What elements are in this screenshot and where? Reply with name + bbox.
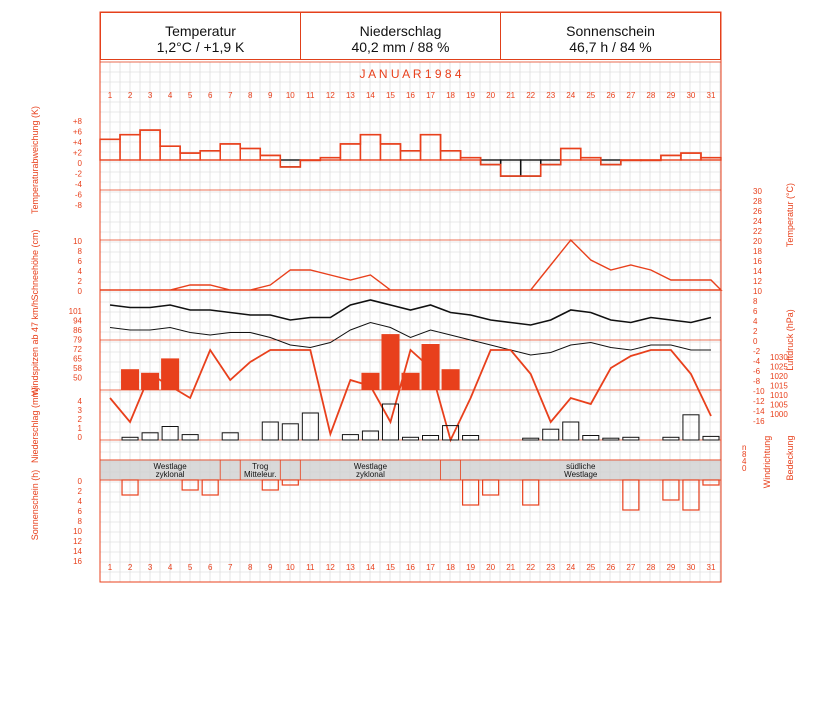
tick-temp-anomaly: -6: [74, 190, 82, 200]
tick-precip: 2: [77, 415, 82, 424]
tick-temperature: 16: [753, 257, 762, 266]
day-label-bottom: 27: [626, 563, 636, 572]
tick-temperature: 10: [753, 287, 762, 296]
tick-temperature: -8: [753, 377, 761, 386]
day-label-top: 2: [127, 91, 133, 100]
axis-label-cloud: Bedeckung: [785, 435, 795, 481]
cloud-band: [100, 460, 721, 480]
tick-temperature: -4: [753, 357, 761, 366]
data-layer: [100, 130, 721, 510]
tick-sunshine: 12: [73, 537, 82, 546]
tick-temperature: -16: [753, 417, 765, 426]
day-label-bottom: 7: [227, 563, 233, 572]
day-label-top: 13: [345, 91, 355, 100]
temp-anomaly-bar: [421, 135, 441, 160]
day-label-top: 23: [546, 91, 556, 100]
tick-temperature: 14: [753, 267, 762, 276]
day-label-bottom: 26: [606, 563, 616, 572]
day-label-bottom: 18: [446, 563, 456, 572]
weather-type-label: Westlage: [153, 462, 187, 471]
header-sunshine-title: Sonnenschein: [566, 23, 655, 39]
tick-temperature: 6: [753, 307, 758, 316]
day-label-bottom: 5: [187, 563, 193, 572]
tick-snow: 2: [77, 277, 82, 286]
day-label-top: 1: [107, 91, 113, 100]
wind-gust-bar: [442, 369, 460, 390]
tick-temp-anomaly: +4: [72, 138, 82, 147]
sunshine-bar: [683, 480, 699, 510]
tick-pressure: 1010: [770, 391, 788, 400]
day-label-top: 29: [666, 91, 676, 100]
temp-anomaly-bar: [681, 153, 701, 160]
day-label-top: 18: [446, 91, 456, 100]
day-label-top: 15: [386, 91, 395, 100]
day-label-bottom: 6: [207, 563, 213, 572]
tick-wind: 50: [73, 373, 82, 383]
axis-label-precip: Niederschlag (mm): [30, 386, 40, 464]
tick-wind: 86: [73, 326, 82, 335]
day-label-top: 27: [626, 91, 636, 100]
precip-bar: [563, 422, 579, 440]
day-label-bottom: 23: [546, 563, 556, 572]
header-temperature-value: 1,2°C / +1,9 K: [156, 39, 245, 55]
tick-sunshine: 10: [73, 527, 82, 536]
header-temperature-title: Temperatur: [165, 23, 236, 39]
tick-temp-anomaly: -2: [74, 169, 82, 179]
day-label-bottom: 12: [325, 563, 335, 572]
temp-anomaly-bar: [521, 160, 541, 176]
tick-snow: 0: [77, 287, 82, 296]
tick-sunshine: 0: [77, 477, 82, 486]
tick-temperature: 30: [753, 187, 762, 196]
weather-type-label: Trog: [252, 462, 269, 471]
day-label-top: 25: [586, 91, 596, 100]
tick-sunshine: 8: [77, 517, 82, 526]
sunshine-bar: [463, 480, 479, 505]
day-label-bottom: 25: [586, 563, 596, 572]
day-label-bottom: 15: [386, 563, 395, 572]
tick-temp-anomaly: -8: [74, 201, 82, 210]
day-label-top: 21: [506, 91, 516, 100]
tick-wind-cloud: 0: [742, 464, 747, 473]
temp-anomaly-bar: [360, 135, 380, 160]
axis-label-snow: Schneehöhe (cm): [30, 229, 40, 301]
precip-bar: [402, 437, 418, 440]
day-label-bottom: 13: [345, 563, 355, 572]
sunshine-bar: [623, 480, 639, 510]
precip-bar: [342, 435, 358, 440]
day-label-top: 8: [248, 91, 253, 100]
day-label-bottom: 30: [686, 563, 696, 572]
tick-sunshine: 2: [77, 487, 82, 496]
tick-temperature: 28: [753, 197, 762, 206]
day-label-bottom: 1: [107, 563, 113, 572]
day-label-top: 31: [706, 91, 716, 100]
tick-temperature: -6: [753, 367, 761, 376]
precip-bar: [543, 429, 559, 440]
tick-precip: 3: [77, 406, 82, 415]
tick-precip: 1: [77, 424, 82, 433]
tick-pressure: 1030: [770, 353, 788, 362]
tick-pressure: 1020: [770, 372, 788, 381]
tick-temperature: 12: [753, 277, 762, 286]
sunshine-bar: [703, 480, 719, 485]
temp-anomaly-bar: [501, 160, 521, 176]
day-label-top: 22: [526, 91, 536, 100]
axis-label-wind-dir: Windrichtung: [762, 435, 772, 489]
tick-temp-anomaly: +6: [72, 127, 82, 137]
day-label-bottom: 2: [127, 563, 133, 572]
month-title: J A N U A R 1 9 8 4: [359, 67, 462, 81]
day-label-bottom: 22: [526, 563, 536, 572]
tick-sunshine: 6: [77, 507, 82, 516]
header-precipitation-value: 40,2 mm / 88 %: [351, 39, 450, 55]
tick-sunshine: 14: [73, 547, 82, 556]
axis-label-temp-anomaly: Temperaturabweichung (K): [30, 105, 40, 215]
day-label-top: 7: [227, 91, 233, 100]
precip-bar: [463, 436, 479, 441]
tick-temperature: 24: [753, 217, 762, 226]
wind-gust-bar: [121, 369, 139, 390]
tick-precip: 4: [77, 397, 82, 406]
axis-label-pressure: Luftdruck (hPa): [785, 309, 795, 371]
day-label-bottom: 16: [406, 563, 415, 572]
temp-anomaly-bar: [280, 160, 300, 167]
day-label-bottom: 28: [646, 563, 656, 572]
day-label-bottom: 31: [706, 563, 716, 572]
sunshine-bar: [282, 480, 298, 485]
tick-wind: 65: [73, 354, 82, 364]
sunshine-bar: [663, 480, 679, 500]
tick-wind-cloud: n: [742, 443, 747, 452]
day-label-top: 24: [566, 91, 576, 100]
precip-bar: [302, 413, 318, 440]
day-label-bottom: 20: [486, 563, 496, 572]
tick-temperature: 8: [753, 297, 758, 306]
day-label-top: 3: [147, 91, 153, 100]
day-label-bottom: 3: [147, 563, 153, 572]
tick-snow: 4: [77, 267, 82, 276]
tick-pressure: 1015: [770, 381, 788, 391]
tick-temp-anomaly: +8: [72, 117, 82, 126]
tick-temp-anomaly: +2: [72, 148, 82, 158]
tick-wind-cloud: 8: [742, 450, 747, 459]
day-label-top: 12: [325, 91, 335, 100]
weather-type-label: zyklonal: [355, 470, 385, 479]
tick-pressure: 1005: [770, 400, 788, 410]
precip-bar: [683, 415, 699, 440]
tick-wind: 58: [73, 364, 82, 373]
day-label-bottom: 17: [426, 563, 435, 572]
day-label-top: 28: [646, 91, 656, 100]
weather-type-label: Mitteleur.: [244, 470, 277, 479]
precip-bar: [703, 436, 719, 440]
tick-temperature: 0: [753, 337, 758, 346]
tick-temperature: -10: [753, 387, 765, 396]
day-label-top: 19: [466, 91, 476, 100]
precip-bar: [362, 431, 378, 440]
tick-wind-cloud: 4: [742, 457, 747, 466]
precip-bar: [523, 438, 539, 440]
day-label-top: 17: [426, 91, 435, 100]
axis-label-temperature: Temperatur (°C): [785, 182, 795, 248]
temp-anomaly-line: [100, 130, 721, 176]
tick-temperature: 22: [753, 227, 762, 236]
tick-snow: 6: [77, 257, 82, 266]
day-label-bottom: 19: [466, 563, 476, 572]
precip-bar: [583, 436, 599, 441]
day-label-bottom: 9: [268, 563, 273, 572]
tick-temperature: -2: [753, 347, 761, 356]
tick-sunshine: 16: [73, 557, 82, 566]
day-label-top: 10: [285, 91, 295, 100]
sunshine-bar: [523, 480, 539, 505]
day-label-top: 5: [187, 91, 193, 100]
temp-anomaly-bar: [561, 149, 581, 161]
header-precipitation-title: Niederschlag: [359, 23, 442, 39]
axis-label-wind: Windspitzen ab 47 km/h: [30, 299, 40, 397]
day-label-top: 14: [365, 91, 375, 100]
day-label-bottom: 11: [306, 563, 315, 572]
tick-snow: 8: [77, 247, 82, 256]
tick-temp-anomaly: 0: [77, 159, 82, 168]
tick-temperature: 18: [753, 247, 762, 256]
tick-snow: 10: [73, 237, 82, 246]
tick-temperature: 20: [753, 237, 762, 246]
tick-wind: 94: [73, 316, 82, 326]
weather-type-label: Westlage: [564, 470, 598, 479]
snow-depth-area: [100, 240, 721, 290]
wind-gust-bar: [381, 334, 399, 390]
day-label-top: 16: [406, 91, 415, 100]
axis-label-sunshine: Sonnenschein (h): [30, 469, 40, 541]
weather-type-label: südliche: [566, 462, 596, 471]
tick-wind: 72: [73, 345, 82, 354]
precip-bar: [603, 438, 619, 440]
tick-temperature: -14: [753, 407, 765, 416]
day-label-bottom: 14: [365, 563, 375, 572]
tick-temperature: 4: [753, 317, 758, 326]
tick-temperature: 26: [753, 207, 762, 216]
day-label-bottom: 29: [666, 563, 676, 572]
precip-bar: [423, 436, 439, 441]
tick-precip: 0: [77, 433, 82, 442]
day-label-top: 4: [167, 91, 173, 100]
tick-temperature: -12: [753, 397, 765, 406]
precip-bar: [663, 437, 679, 440]
day-label-top: 11: [306, 91, 315, 100]
day-label-bottom: 4: [167, 563, 173, 572]
tick-temp-anomaly: -4: [74, 180, 82, 189]
tick-temperature: 2: [753, 327, 758, 336]
tick-wind: 79: [73, 335, 82, 345]
tick-pressure: 1025: [770, 362, 788, 372]
tick-pressure: 1000: [770, 410, 788, 419]
day-label-top: 9: [268, 91, 273, 100]
day-label-bottom: 10: [285, 563, 295, 572]
day-label-top: 30: [686, 91, 696, 100]
weather-type-label: Westlage: [353, 462, 388, 471]
day-label-top: 6: [207, 91, 213, 100]
day-label-top: 26: [606, 91, 616, 100]
precip-bar: [623, 437, 639, 440]
day-label-top: 20: [486, 91, 496, 100]
day-label-bottom: 21: [506, 563, 516, 572]
tick-sunshine: 4: [77, 497, 82, 506]
weather-type-label: zyklonal: [155, 470, 185, 479]
day-label-bottom: 24: [566, 563, 576, 572]
tick-wind: 101: [68, 307, 82, 316]
day-label-bottom: 8: [248, 563, 253, 572]
header-sunshine-value: 46,7 h / 84 %: [569, 39, 652, 55]
